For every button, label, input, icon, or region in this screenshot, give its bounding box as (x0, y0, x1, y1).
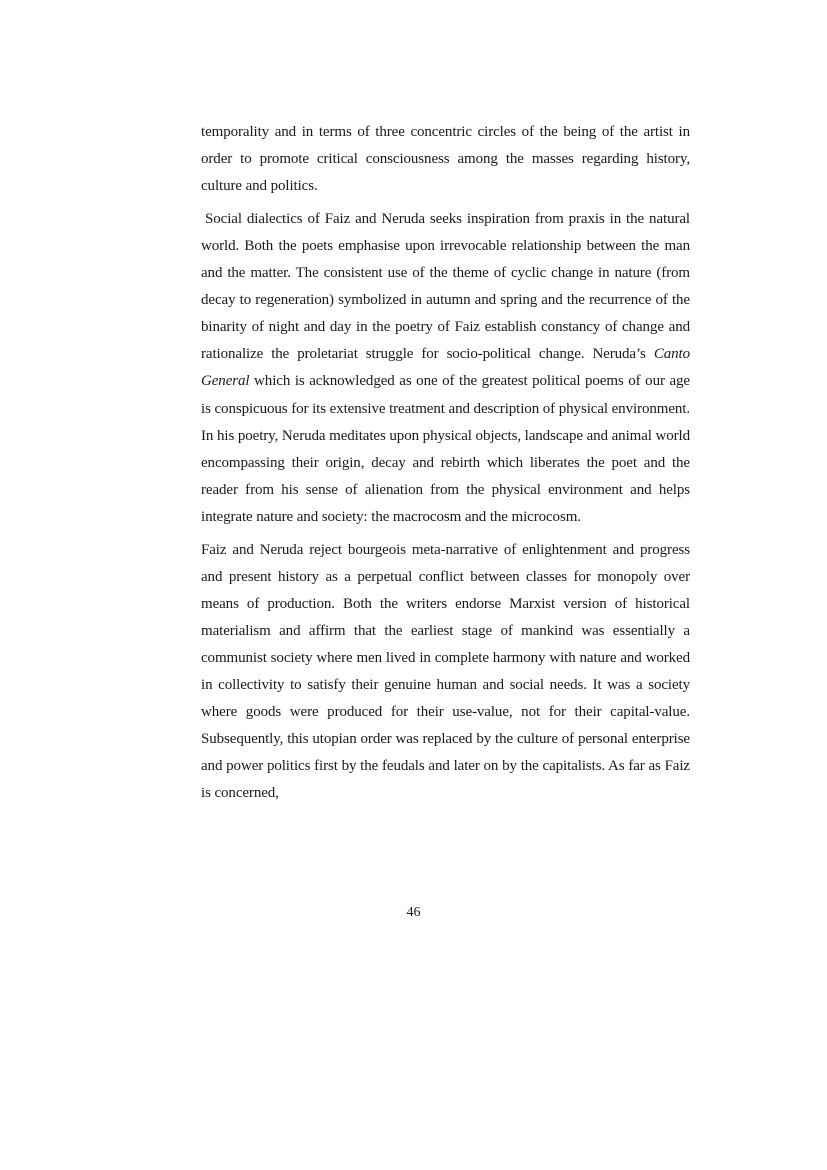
paragraph-2-text-end: which is acknowledged as one of the greatest political poems of our age is conspicuous for its extensive treatment and description of physical environment. In his poetry, Neruda meditates upon physical objects, landscape and animal world encompassing their origin, decay and rebirth which liberates the poet and the reader from his sense of alienation from the physical environment and helps integrate nature and society: the macrocosm and the microcosm. (201, 373, 690, 525)
paragraph-2 (201, 206, 690, 531)
page-number: 46 (406, 905, 421, 920)
paragraph-2-text-start: Social dialectics of Faiz and Neruda seeks inspiration from praxis in the natural world. Both the poets emphasise upon irrevocable relationship between the man and the matter. The consistent use of the theme of cyclic change in nature (from decay to regeneration) symbolized in autumn and spring and the recurrence of the binarity of night and day in the poetry of Faiz establish constancy of change and rationalize the proletariat struggle for socio-political change. Neruda’s (201, 210, 690, 363)
paragraph-1 (201, 119, 690, 200)
paragraph-1-text: temporality and in terms of three concentric circles of the being of the artist in order to promote critical consciousness among the masses regarding history, culture and politics. (201, 124, 690, 195)
paragraph-3 (201, 537, 690, 808)
body-text (201, 119, 690, 808)
paragraph-3-text: Faiz and Neruda reject bourgeois meta-narrative of enlightenment and progress and present history as a perpetual conflict between classes for monopoly over means of production. Both the writers endorse Marxist version of historical materialism and affirm that the earliest stage of mankind was essentially a communist society where men lived in complete harmony with nature and worked in collectivity to satisfy their genuine human and social needs. It was a society where goods were produced for their use-value, not for their capital-value. Subsequently, this utopian order was replaced by the culture of personal enterprise and power politics first by the feudals and later on by the capitalists. As far as Faiz is concerned, (201, 541, 690, 802)
book-title-canto-general: Canto General (201, 346, 690, 390)
